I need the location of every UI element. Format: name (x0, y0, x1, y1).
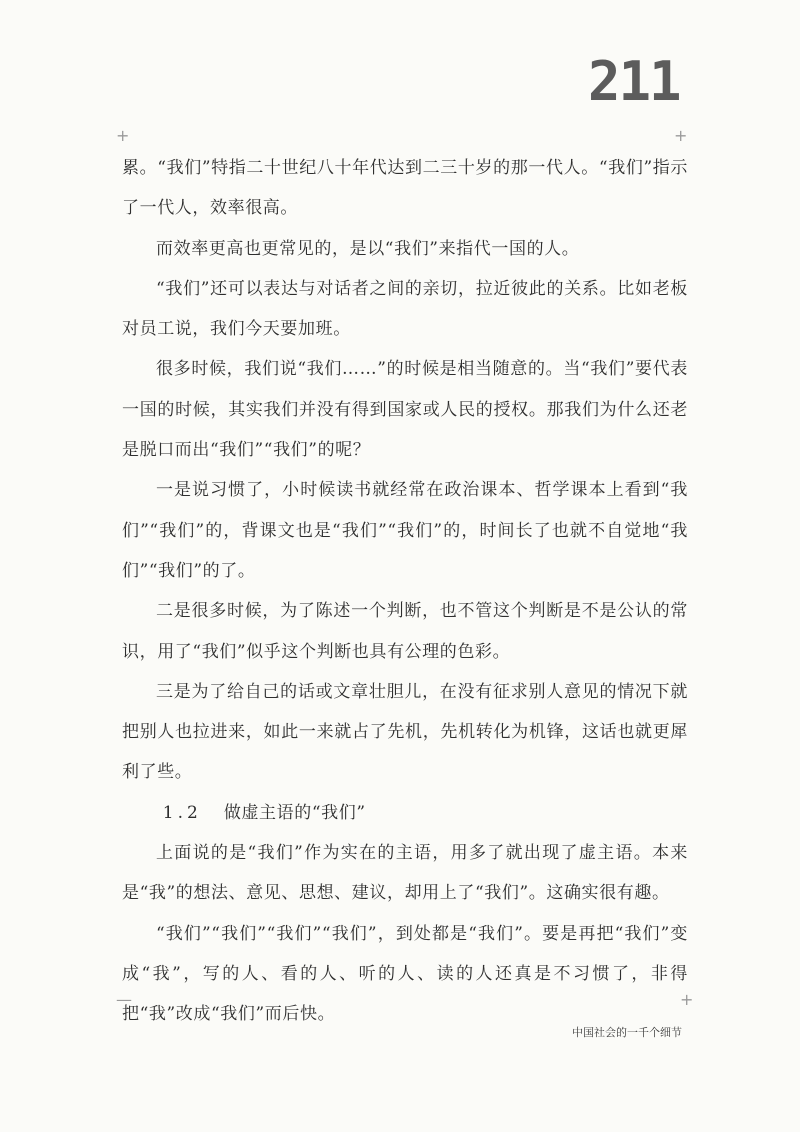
section-number: 1.2 (162, 802, 202, 823)
section-heading (122, 793, 688, 833)
crop-mark-bottom-right: + (680, 990, 694, 1009)
paragraph: 上面说的是“我们”作为实在的主语，用多了就出现了虚主语。本来是“我”的想法、意见、思想、建议，却用上了“我们”。这确实很有趣。 (122, 843, 688, 904)
paragraph: “我们”“我们”“我们”“我们”，到处都是“我们”。要是再把“我们”变成“我”，写的人、看的人、听的人、读的人还真是不习惯了，非得把“我”改成“我们”而后快。 (122, 923, 688, 1025)
paragraph: 而效率更高也更常见的，是以“我们”来指代一国的人。 (156, 238, 580, 259)
paragraph: 一是说习惯了，小时候读书就经常在政治课本、哲学课本上看到“我们”“我们”的，背课文也是“我们”“我们”的，时间长了也就不自觉地“我们”“我们”的了。 (122, 480, 688, 581)
paragraph: 很多时候，我们说“我们……”的时候是相当随意的。当“我们”要代表一国的时候，其实我们并没有得到国家或人民的授权。那我们为什么还老是脱口而出“我们”“我们”的呢？ (122, 359, 688, 461)
body-text (122, 148, 688, 1035)
paragraph: “我们”还可以表达与对话者之间的亲切，拉近彼此的关系。比如老板对员工说，我们今天要加班。 (122, 278, 688, 340)
section-title: 做虚主语的“我们” (223, 802, 366, 823)
paragraph: 二是很多时候，为了陈述一个判断，也不管这个判断是不是公认的常识，用了“我们”似乎这个判断也具有公理的色彩。 (122, 601, 688, 662)
crop-mark-top-right: + (674, 126, 688, 145)
paragraph-continuation: 累。“我们”特指二十世纪八十年代达到二三十岁的那一代人。“我们”指示了一代人，效率很高。 (122, 158, 688, 219)
page-number: 211 (588, 50, 680, 113)
crop-mark-top-left: + (116, 126, 130, 145)
crop-mark-bottom-left: — (116, 990, 132, 1009)
running-footer: 中国社会的一千个细节 (572, 1026, 682, 1039)
paragraph: 三是为了给自己的话或文章壮胆儿，在没有征求别人意见的情况下就把别人也拉进来，如此一来就占了先机，先机转化为机锋，这话也就更犀利了些。 (122, 681, 688, 783)
